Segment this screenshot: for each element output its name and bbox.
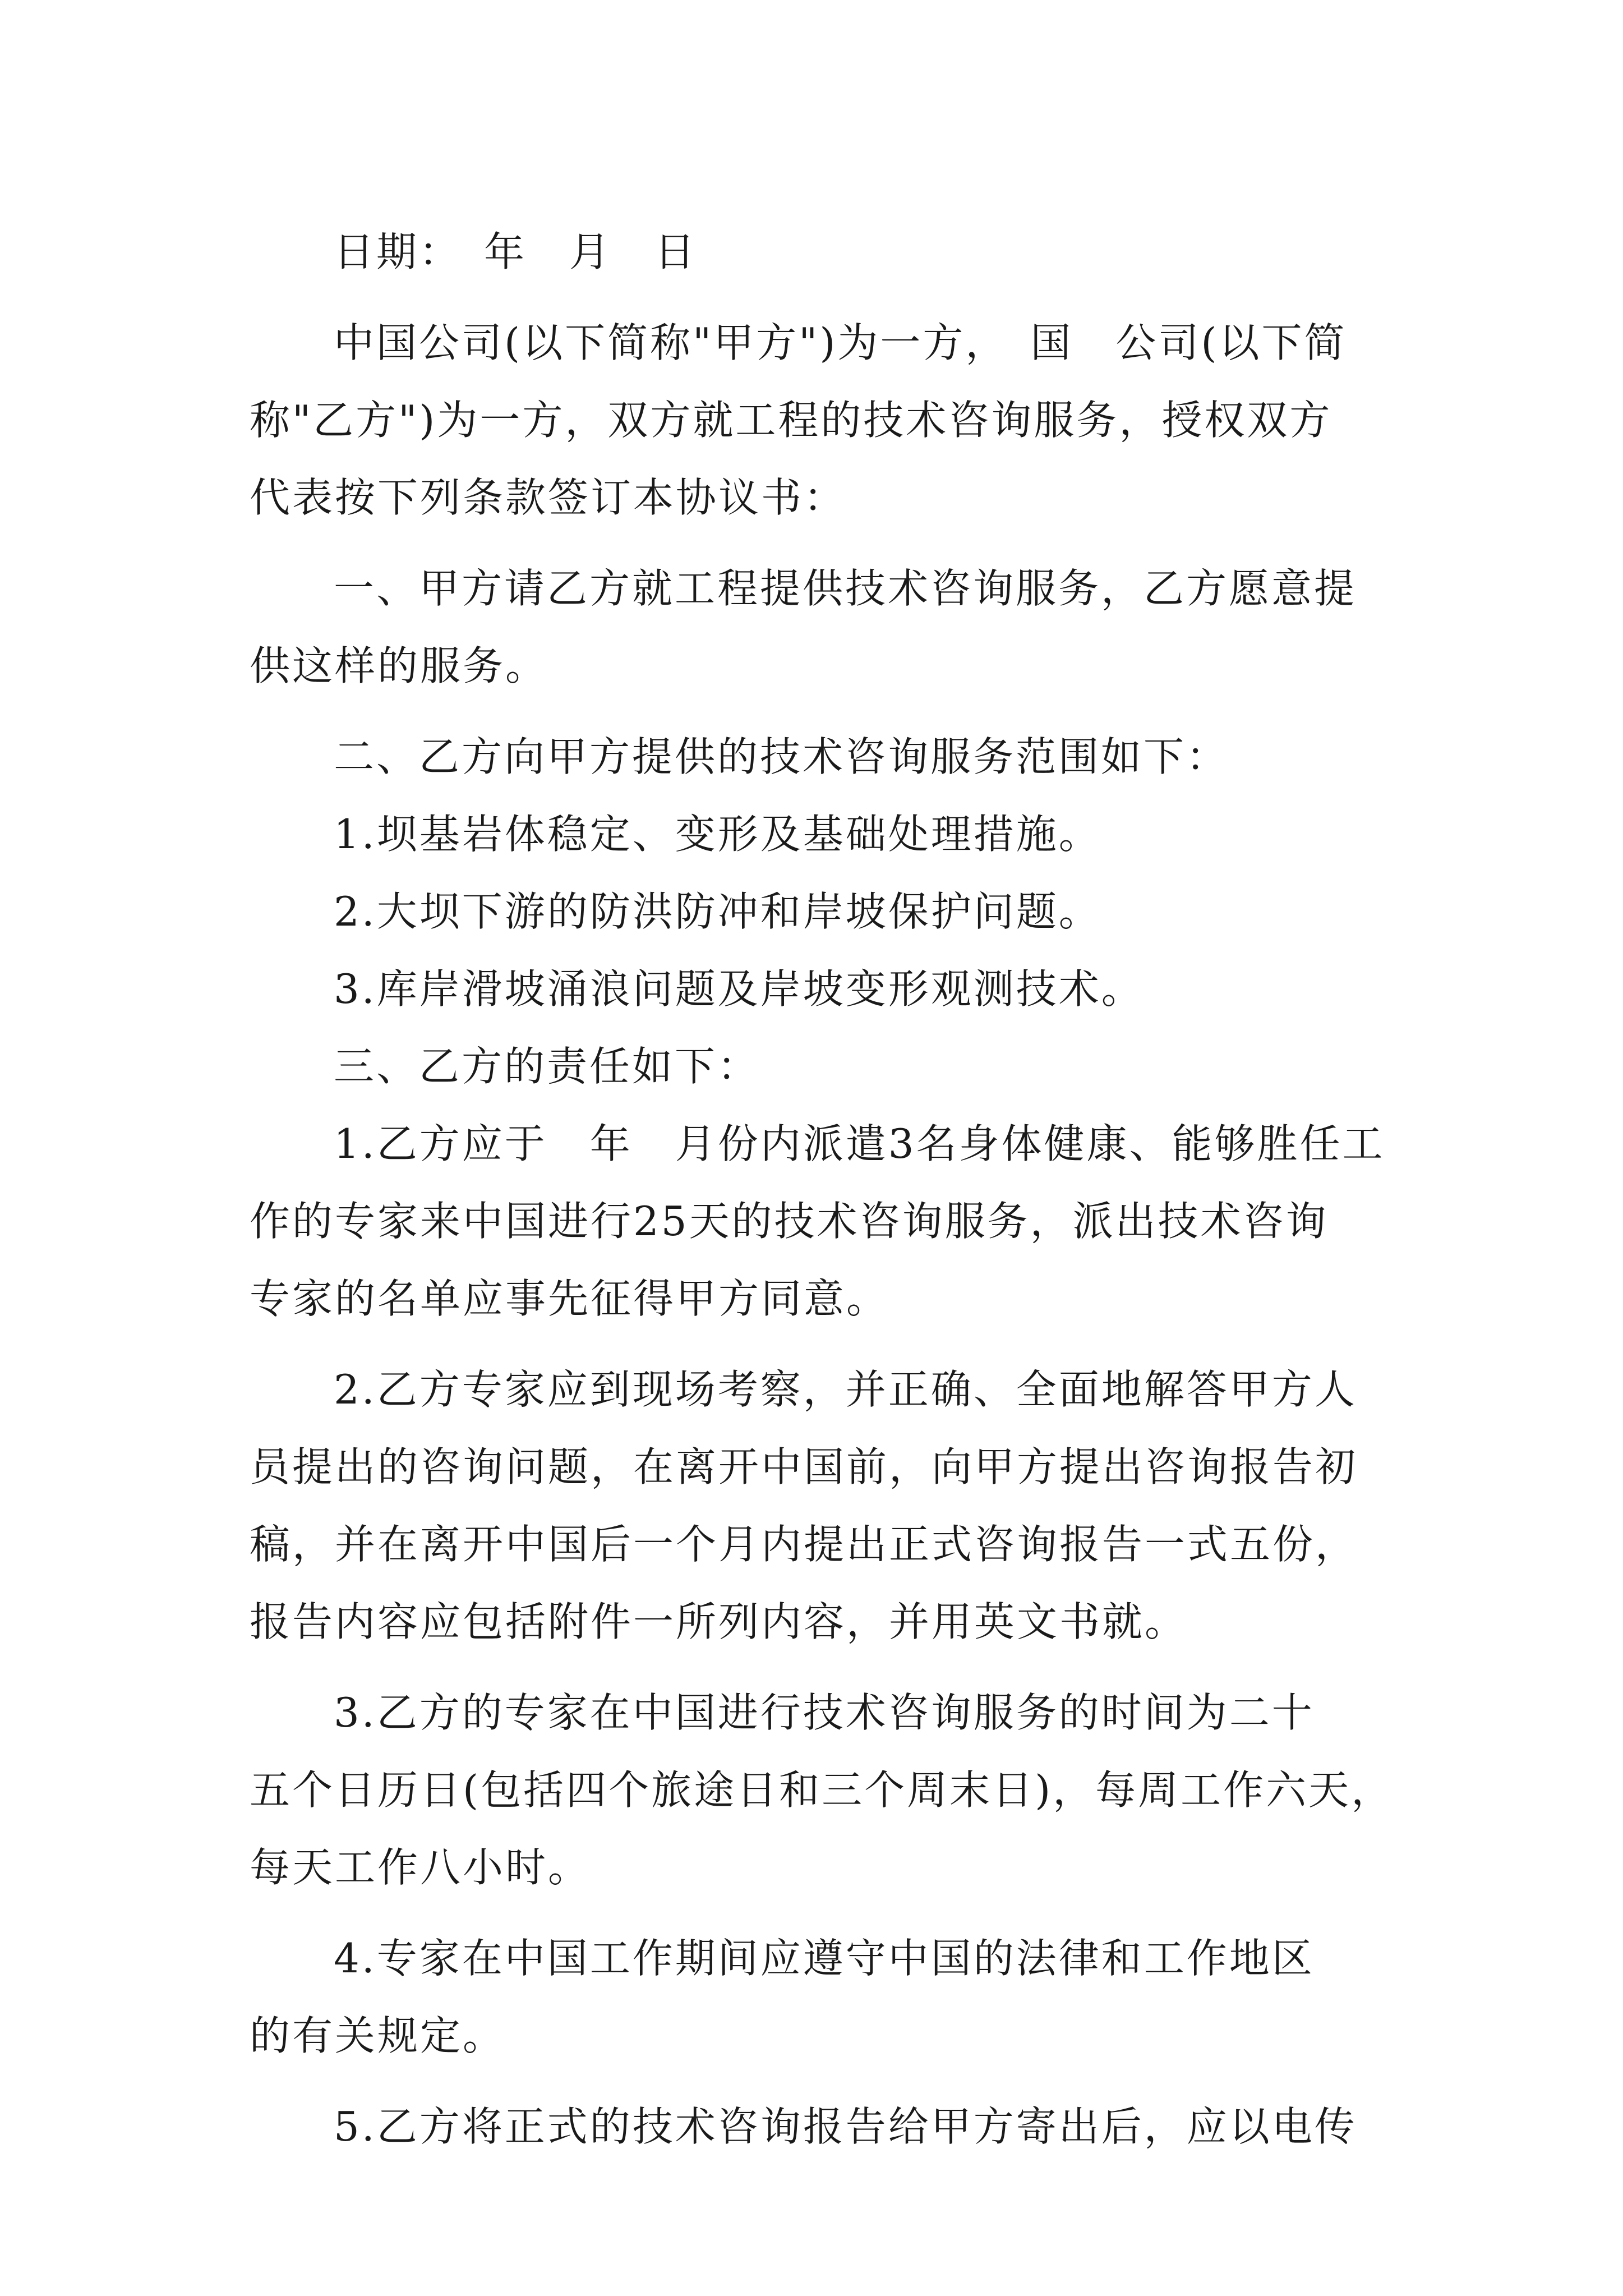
responsibility-2-line: 2.乙方专家应到现场考察，并正确、全面地解答甲方人	[334, 1366, 1357, 1413]
scope-item-1: 1.坝基岩体稳定、变形及基础处理措施。	[334, 811, 1101, 858]
responsibility-1-line: 1.乙方应于 年 月份内派遣3名身体健康、能够胜任工	[334, 1120, 1385, 1167]
responsibility-1-line: 专家的名单应事先征得甲方同意。	[250, 1275, 889, 1322]
preamble-line: 代表按下列条款签订本协议书：	[250, 474, 847, 521]
responsibility-5-line: 5.乙方将正式的技术咨询报告给甲方寄出后，应以电传	[334, 2103, 1357, 2150]
responsibility-2-line: 员提出的咨询问题，在离开中国前，向甲方提出咨询报告初	[250, 1443, 1358, 1490]
responsibility-4-line: 的有关规定。	[250, 2012, 506, 2059]
responsibility-1-line: 作的专家来中国进行25天的技术咨询服务，派出技术咨询	[250, 1198, 1329, 1245]
responsibility-2-line: 稿，并在离开中国后一个月内提出正式咨询报告一式五份，	[250, 1521, 1358, 1568]
clause-2-heading: 二、乙方向甲方提供的技术咨询服务范围如下：	[334, 733, 1229, 780]
responsibility-2-line: 报告内容应包括附件一所列内容，并用英文书就。	[250, 1598, 1188, 1645]
responsibility-4-line: 4.专家在中国工作期间应遵守中国的法律和工作地区	[334, 1935, 1315, 1982]
clause-1-line: 供这样的服务。	[250, 642, 548, 689]
responsibility-3-line: 五个日历日(包括四个旅途日和三个周末日)，每周工作六天，	[250, 1766, 1394, 1814]
preamble-line: 称"乙方")为一方，双方就工程的技术咨询服务，授权双方	[250, 397, 1332, 444]
clause-1-line: 一、甲方请乙方就工程提供技术咨询服务，乙方愿意提	[334, 565, 1357, 612]
preamble-line: 中国公司(以下简称"甲方")为一方， 国 公司(以下简	[334, 319, 1347, 366]
scope-item-3: 3.库岸滑坡涌浪问题及岸坡变形观测技术。	[334, 965, 1144, 1013]
clause-3-heading: 三、乙方的责任如下：	[334, 1043, 760, 1090]
responsibility-3-line: 每天工作八小时。	[250, 1844, 591, 1891]
responsibility-3-line: 3.乙方的专家在中国进行技术咨询服务的时间为二十	[334, 1689, 1315, 1736]
document-body	[250, 213, 1394, 2165]
scope-item-2: 2.大坝下游的防洪防冲和岸坡保护问题。	[334, 888, 1101, 935]
date-line: 日期： 年 月 日	[334, 228, 698, 275]
